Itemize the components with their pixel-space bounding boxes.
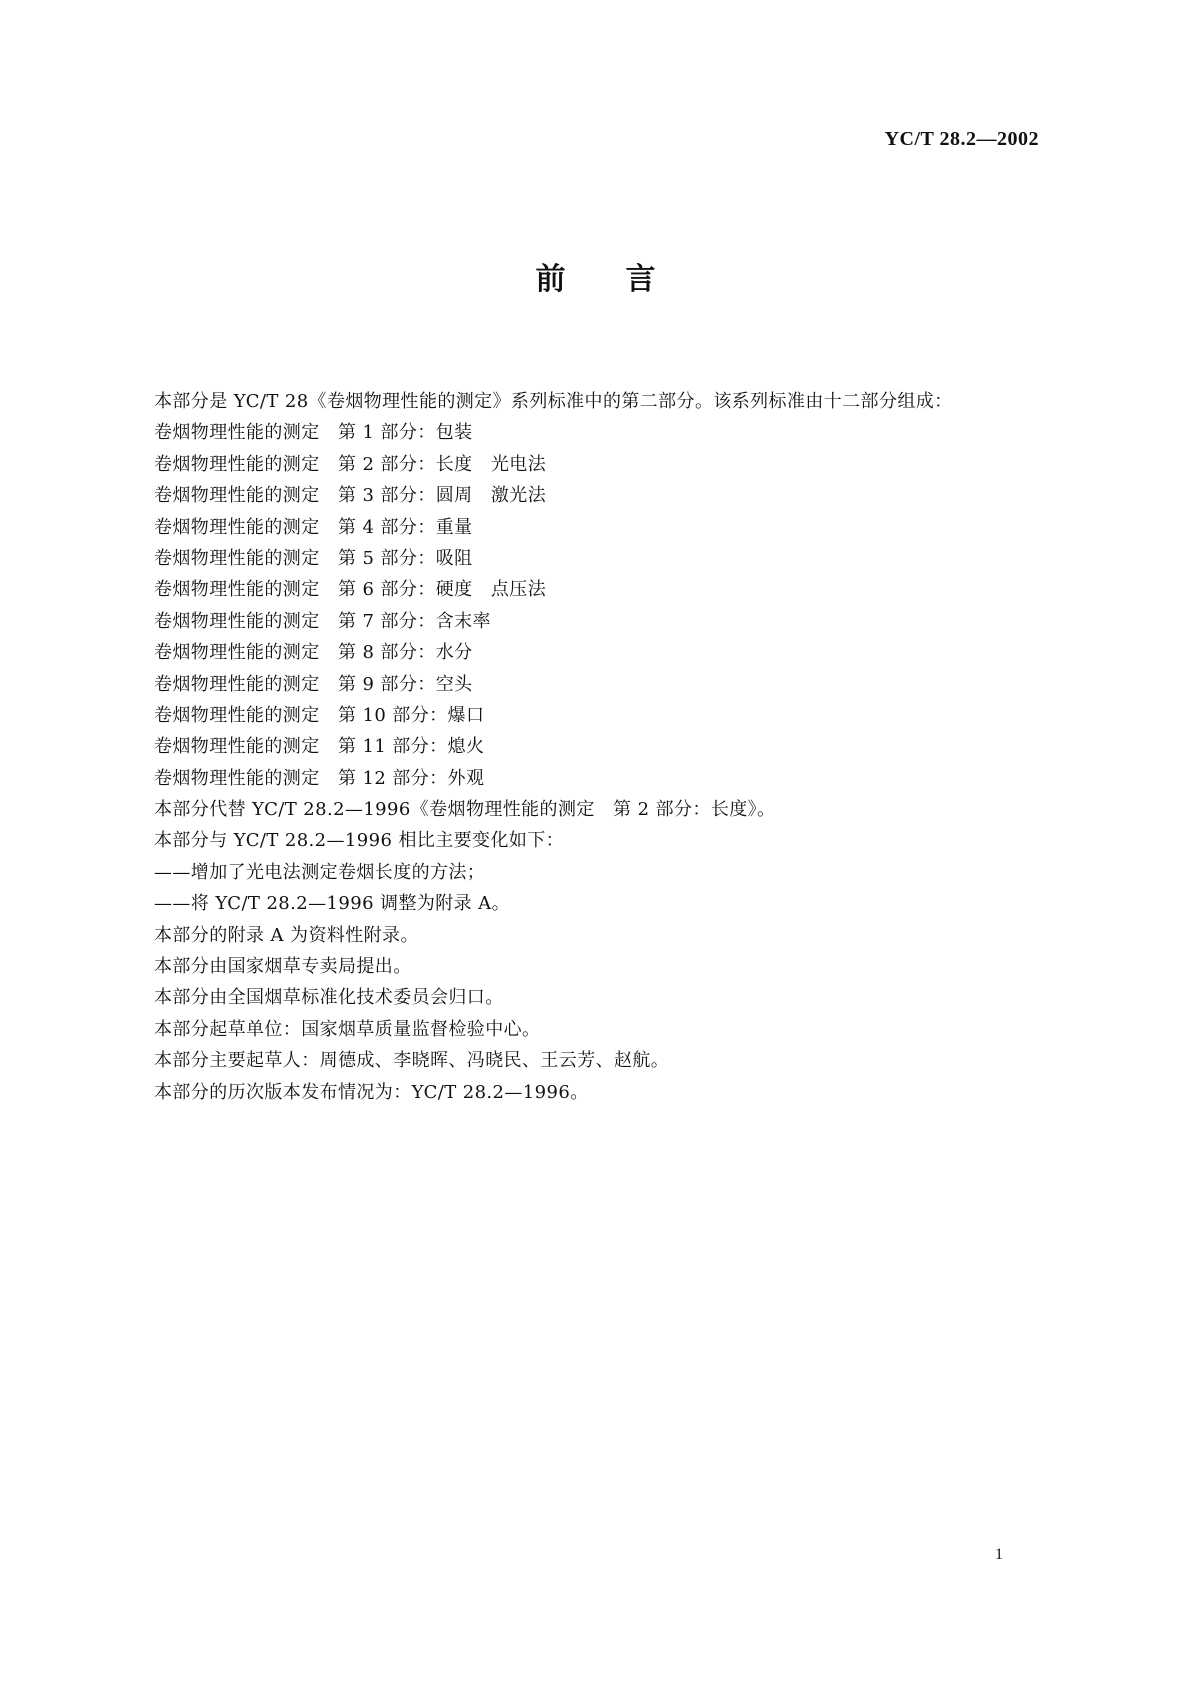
body-line: 本部分是 YC/T 28《卷烟物理性能的测定》系列标准中的第二部分。该系列标准由十二部分组成： (154, 391, 953, 412)
body-line: 卷烟物理性能的测定 第 8 部分：水分 (154, 642, 473, 664)
body-line: 本部分代替 YC/T 28.2—1996《卷烟物理性能的测定 第 2 部分：长度》。 (154, 799, 776, 821)
body-line: 卷烟物理性能的测定 第 11 部分：熄火 (154, 736, 485, 758)
page-title: 前言 (535, 262, 716, 297)
body-line: ——增加了光电法测定卷烟长度的方法； (154, 861, 486, 883)
body-line: 本部分由全国烟草标准化技术委员会归口。 (154, 987, 504, 1009)
body-line: 本部分起草单位：国家烟草质量监督检验中心。 (154, 1018, 541, 1040)
body-line: 卷烟物理性能的测定 第 10 部分：爆口 (154, 704, 485, 726)
body-line: 卷烟物理性能的测定 第 5 部分：吸阻 (154, 547, 473, 569)
page-number: 1 (995, 1546, 1003, 1563)
body-line: 卷烟物理性能的测定 第 4 部分：重量 (154, 516, 473, 538)
body-line: ——将 YC/T 28.2—1996 调整为附录 A。 (154, 893, 510, 915)
body-line: 卷烟物理性能的测定 第 3 部分：圆周 激光法 (154, 485, 547, 507)
body-line: 本部分主要起草人：周德成、李晓晖、冯晓民、王云芳、赵航。 (154, 1050, 670, 1072)
body-line: 卷烟物理性能的测定 第 6 部分：硬度 点压法 (154, 579, 547, 601)
body-line: 卷烟物理性能的测定 第 7 部分：含末率 (154, 610, 491, 632)
body-line: 卷烟物理性能的测定 第 2 部分：长度 光电法 (154, 453, 547, 475)
body-line: 卷烟物理性能的测定 第 9 部分：空头 (154, 673, 473, 695)
body-line: 本部分由国家烟草专卖局提出。 (154, 956, 412, 978)
body-line: 卷烟物理性能的测定 第 12 部分：外观 (154, 767, 485, 789)
body-line: 本部分的历次版本发布情况为：YC/T 28.2—1996。 (154, 1081, 589, 1103)
foreword-body (154, 386, 1054, 1108)
body-line: 本部分的附录 A 为资料性附录。 (154, 924, 419, 946)
standard-code: YC/T 28.2—2002 (884, 128, 1039, 150)
body-line: 本部分与 YC/T 28.2—1996 相比主要变化如下： (154, 830, 565, 852)
body-line: 卷烟物理性能的测定 第 1 部分：包装 (154, 422, 473, 444)
